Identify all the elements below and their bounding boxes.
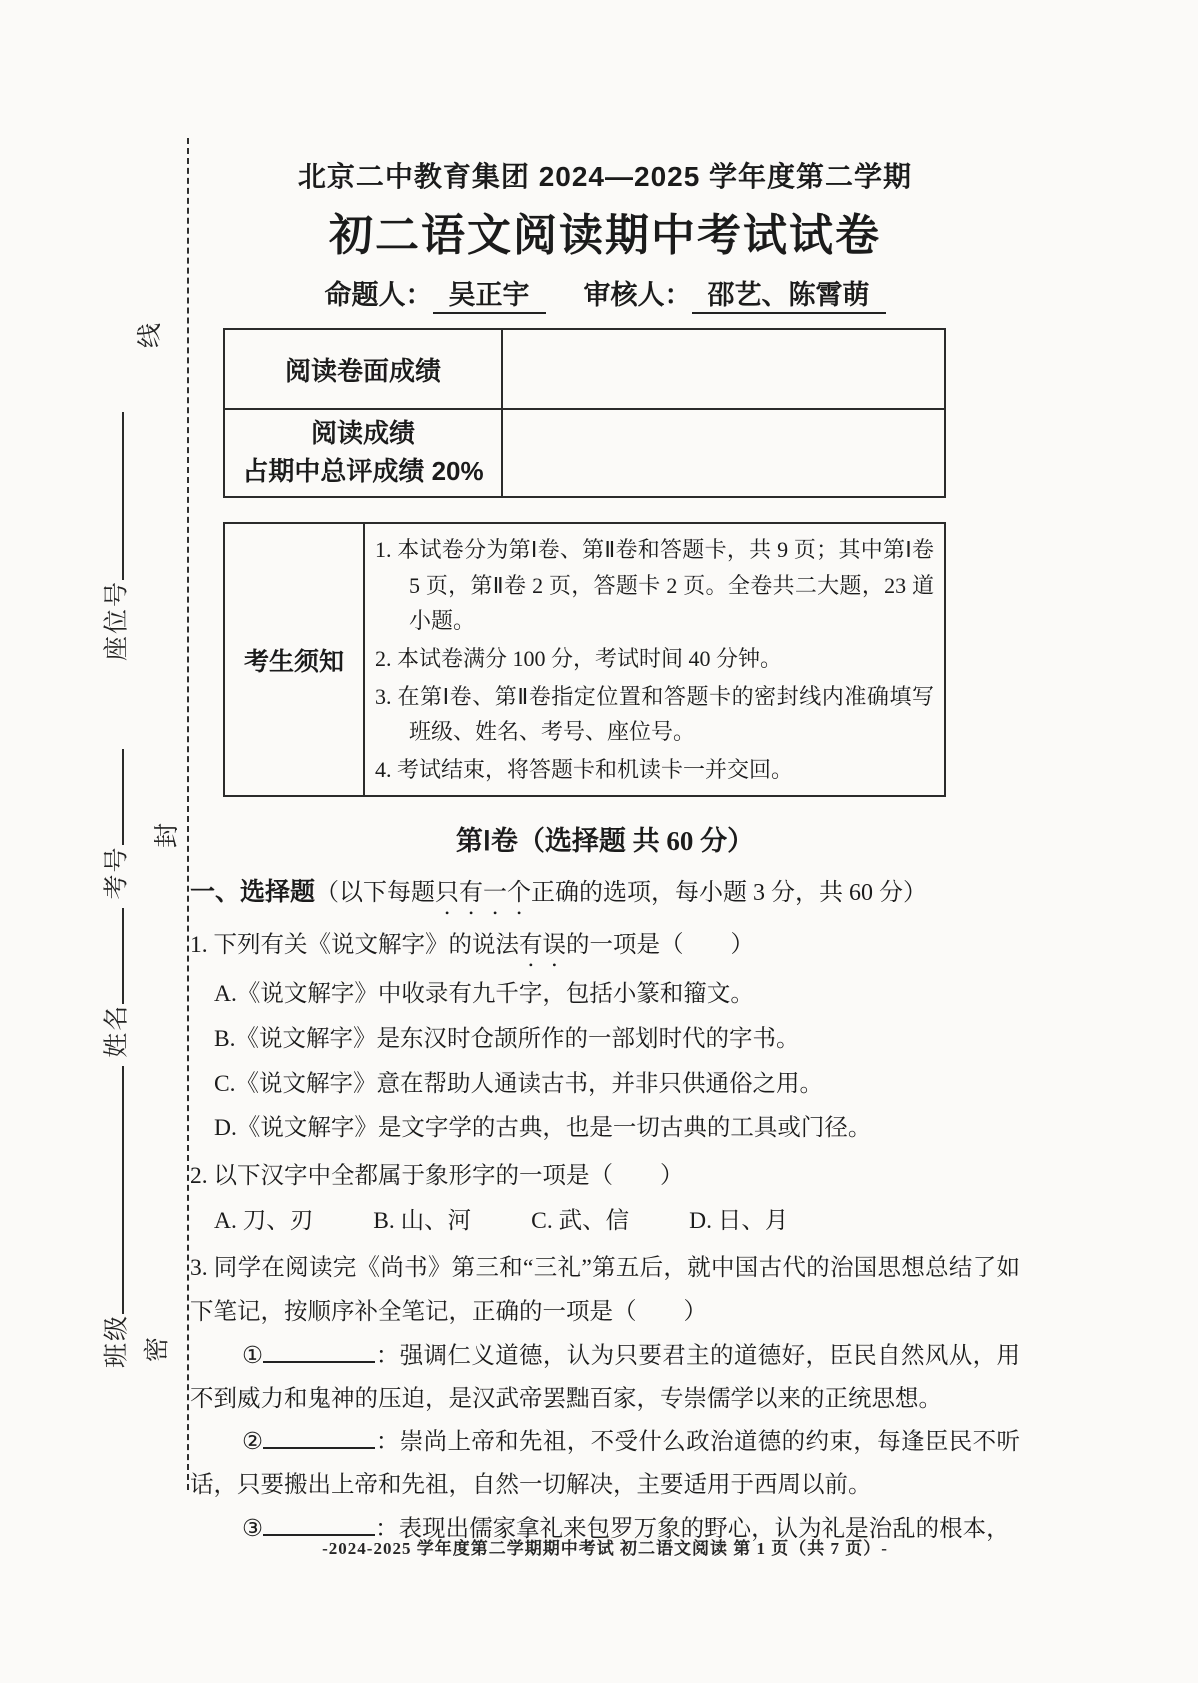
question-3-stem: 3. 同学在阅读完《尚书》第三和“三礼”第五后，就中国古代的治国思想总结了如下笔记，按顺序补全笔记，正确的一项是（ ） [190, 1255, 1020, 1325]
content-column [190, 0, 1020, 1551]
score-table [223, 328, 946, 498]
q3-note-3-text: ：表现出儒家拿礼来包罗万象的野心，认为礼是治乱的根本， [375, 1515, 1010, 1542]
intro-post: 正确的选项，每小题 3 分，共 60 分） [531, 880, 928, 907]
seal-margin-labels [96, 228, 132, 1368]
school-header: 北京二中教育集团 2024—2025 学年度第二学期 [297, 161, 913, 192]
score-label-reading-line1: 阅读成绩 [310, 418, 415, 449]
notice-item-4: 4. 考试结束，将答题卡和机读卡一并交回。 [375, 756, 794, 782]
q3-note-1-text: ：强调仁义道德，认为只要君主的道德好，臣民自然风从，用不到威力和鬼神的压迫，是汉武帝罢黜百家，专崇儒学以来的正统思想。 [190, 1342, 1021, 1412]
section1-intro [190, 872, 1020, 920]
seal-dashed-line [187, 138, 189, 1490]
q3-note-2-num: ② [242, 1429, 264, 1456]
seal-label-seat: 座位号 [103, 579, 131, 661]
q1-option-d: D.《说文解字》是文字学的古典，也是一切古典的工具或门径。 [214, 1115, 872, 1142]
q1-stem-emphasized: 有误 [519, 932, 566, 959]
score-value-reading [502, 409, 945, 497]
intro-emphasized: 只有一个 [435, 880, 532, 907]
q3-note-1 [190, 1335, 1020, 1421]
setter-name: 吴正宇 [433, 280, 546, 314]
q3-note-3-num: ③ [242, 1515, 264, 1542]
q1-option-a: A.《说文解字》中收录有九千字，包括小篆和籀文。 [214, 981, 754, 1008]
question-2-stem: 2. 以下汉字中全都属于象形字的一项是（ ） [190, 1162, 684, 1189]
exam-title: 初二语文阅读期中考试试卷 [329, 211, 881, 260]
q3-note-2 [190, 1421, 1020, 1507]
seal-char-feng: 封 [154, 822, 181, 848]
q3-note-1-num: ① [242, 1342, 264, 1369]
notice-items [364, 523, 945, 796]
class-write-line [96, 1066, 124, 1314]
notice-box [223, 522, 946, 797]
q2-options-row [190, 1199, 1020, 1244]
reviewer-label: 审核人： [583, 280, 692, 310]
setter-label: 命题人： [324, 280, 433, 310]
seal-label-examno: 考号 [103, 845, 131, 900]
seal-label-class: 班级 [103, 1313, 131, 1368]
q2-option-c: C. 武、信 [531, 1207, 630, 1234]
q3-note-2-blank [263, 1424, 375, 1450]
question-1-stem [190, 924, 1020, 972]
section1-title: 第Ⅰ卷（选择题 共 60 分） [455, 826, 755, 857]
q2-option-b: B. 山、河 [373, 1207, 472, 1234]
page-footer: -2024-2025 学年度第二学期期中考试 初二语文阅读 第 1 页（共 7 页）- [322, 1539, 888, 1558]
q3-note-1-blank [263, 1337, 375, 1363]
score-row-reading [224, 409, 945, 497]
score-label-reading-line2: 占期中总评成绩 20% [242, 456, 484, 486]
notice-header: 考生须知 [224, 523, 364, 796]
q1-stem-pre: 1. 下列有关《说文解字》的说法 [190, 932, 519, 959]
reviewer-names: 邵艺、陈霄萌 [692, 280, 886, 314]
q1-stem-post: 的一项是（ ） [566, 932, 754, 959]
notice-item-1: 1. 本试卷分为第Ⅰ卷、第Ⅱ卷和答题卡，共 9 页；其中第Ⅰ卷 5 页，第Ⅱ卷 2 页，答题卡 2 页。全卷共二大题，23 道小题。 [375, 537, 934, 634]
persons-line [190, 273, 1020, 312]
seal-char-xian: 线 [137, 322, 164, 348]
q3-note-3-blank [263, 1510, 375, 1536]
q3-note-2-text: ：崇尚上帝和先祖，不受什么政治道德的约束，每逢臣民不听话，只要搬出上帝和先祖，自然一切解决，主要适用于西周以前。 [190, 1429, 1021, 1499]
seat-write-line [96, 412, 124, 580]
intro-pre: （以下每题 [315, 880, 436, 907]
seal-char-mi: 密 [144, 1336, 171, 1362]
q1-option-c: C.《说文解字》意在帮助人通读古书，并非只供通俗之用。 [214, 1070, 824, 1097]
q2-option-d: D. 日、月 [689, 1207, 789, 1234]
q2-option-a: A. 刀、刃 [214, 1207, 314, 1234]
score-value-paper [502, 329, 945, 409]
intro-bold: 一、选择题 [190, 879, 316, 907]
score-label-reading [224, 409, 502, 497]
examno-write-line [96, 749, 124, 845]
score-label-paper: 阅读卷面成绩 [224, 329, 502, 409]
score-row-paper [224, 329, 945, 409]
notice-item-3: 3. 在第Ⅰ卷、第Ⅱ卷指定位置和答题卡的密封线内准确填写班级、姓名、考号、座位号。 [375, 683, 934, 745]
q1-option-b: B.《说文解字》是东汉时仓颉所作的一部划时代的字书。 [214, 1026, 800, 1053]
seal-label-name: 姓名 [103, 1003, 131, 1058]
name-write-line [96, 908, 124, 1004]
notice-item-2: 2. 本试卷满分 100 分，考试时间 40 分钟。 [375, 645, 783, 671]
